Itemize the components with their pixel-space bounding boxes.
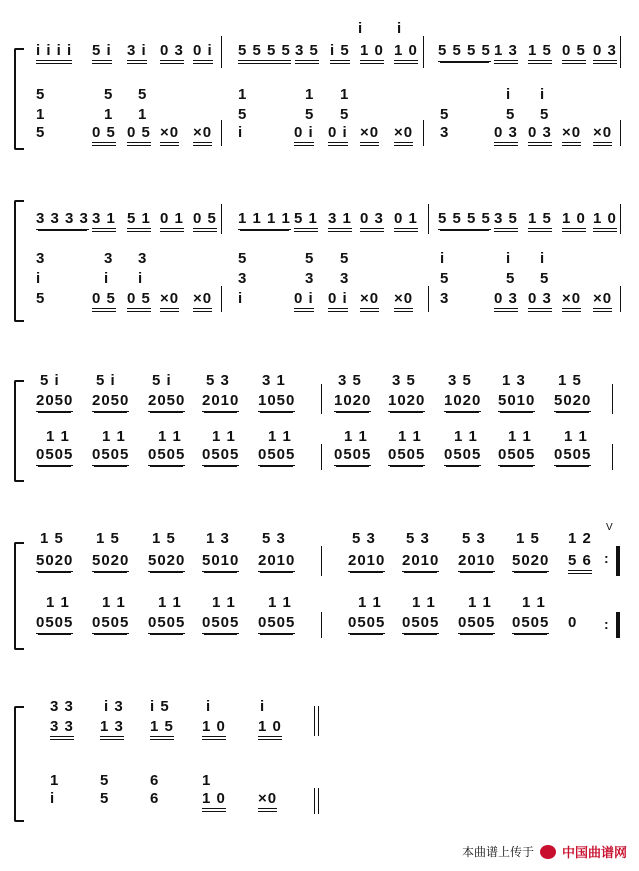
note-group: 0 <box>568 614 578 631</box>
note: 1 <box>50 772 60 789</box>
note-group: 5010 <box>202 552 239 572</box>
note: 5 <box>238 106 248 123</box>
barline <box>620 286 621 312</box>
note-group: i 5 <box>150 698 170 715</box>
barline <box>321 444 322 470</box>
note: i <box>540 86 546 103</box>
barline <box>428 204 429 234</box>
note-group: ×0 <box>160 290 179 312</box>
note-group: 5010 <box>498 392 535 412</box>
bass-line-row <box>0 614 639 636</box>
note-group: 0 i <box>328 124 348 146</box>
note-group: ×0 <box>394 124 413 146</box>
note-group: 1 0 <box>562 210 586 232</box>
note: 5 <box>506 270 516 287</box>
bass-line-row <box>0 124 639 146</box>
uploaded-text: 本曲谱上传于 <box>461 845 534 859</box>
note-group: 5020 <box>148 552 185 572</box>
note: 3 <box>104 250 114 267</box>
note: 5 <box>540 270 550 287</box>
note-group: 0505 <box>498 446 535 466</box>
note-group: 1 0 <box>202 718 226 740</box>
note-group: 1 0 <box>258 718 282 740</box>
note-group: 5 5 5 5 <box>238 42 291 64</box>
mid-line-row <box>0 594 639 616</box>
barline <box>321 384 322 414</box>
note: 3 <box>138 250 148 267</box>
note-group: 1 0 <box>360 42 384 64</box>
note-group: 0 5 <box>127 124 151 146</box>
note-group: 6 <box>150 790 160 807</box>
note-group: 1 1 1 1 <box>238 210 291 230</box>
note-group: ×0 <box>258 790 277 812</box>
note-group: 5 i <box>96 372 116 389</box>
note: 1 <box>340 86 350 103</box>
barline <box>321 612 322 638</box>
note-group: ×0 <box>360 124 379 146</box>
note-group: 0505 <box>148 614 185 634</box>
note-group: 0505 <box>148 446 185 466</box>
top-line-row <box>0 552 639 574</box>
note-group: 0 i <box>294 124 314 146</box>
note-group: 3 1 <box>262 372 286 389</box>
note: 3 <box>305 270 315 287</box>
note-group: 0505 <box>334 446 371 466</box>
note-group: 2050 <box>36 392 73 412</box>
note-group: 0 3 <box>494 124 518 146</box>
bass-line-row <box>0 790 639 812</box>
note-group: i <box>260 698 266 715</box>
melody-row <box>0 530 639 552</box>
note: i <box>540 250 546 267</box>
note-group: ×0 <box>593 290 612 312</box>
note-upper: i <box>397 20 403 37</box>
note-group: 1 5 <box>528 42 552 64</box>
note: 5 <box>238 250 248 267</box>
score-system-1 <box>0 20 639 140</box>
breath-mark: V <box>606 522 613 533</box>
note: 5 <box>138 86 148 103</box>
note-group: 5 1 <box>127 210 151 232</box>
top-line-row <box>0 42 639 64</box>
note-upper: i <box>358 20 364 37</box>
score-system-2 <box>0 190 639 320</box>
note-group: 1 5 <box>40 530 64 547</box>
note-group: 5 3 <box>262 530 286 547</box>
note-group: 0 3 <box>360 210 384 232</box>
note: 5 <box>506 106 516 123</box>
end-repeat-barline <box>616 612 620 638</box>
mid-line-row-1 <box>0 86 639 108</box>
note-group: 2010 <box>202 392 239 412</box>
note-group: i i i i <box>36 42 72 64</box>
note-group: 5 3 <box>462 530 486 547</box>
repeat-dots: : <box>604 616 609 632</box>
note-group: 0 3 <box>593 42 617 64</box>
note-group: 1 3 <box>502 372 526 389</box>
note-group: 1 1 <box>522 594 546 611</box>
note-group: 1 2 <box>568 530 592 547</box>
note: 1 <box>305 86 315 103</box>
note: 5 <box>340 250 350 267</box>
barline <box>221 36 222 68</box>
footer-attribution <box>462 842 627 861</box>
note-group: 5 <box>100 790 110 807</box>
note-group: 2050 <box>92 392 129 412</box>
note-group: 0 5 <box>562 42 586 64</box>
barline <box>612 384 613 414</box>
barline <box>221 204 222 234</box>
note: 5 <box>440 270 450 287</box>
note-group: 3 1 <box>328 210 352 232</box>
note-group: 1 3 <box>100 718 124 740</box>
double-barline <box>314 706 319 736</box>
note-group: 1 5 <box>152 530 176 547</box>
note-group: 3 i <box>127 42 147 64</box>
note-group: 1020 <box>388 392 425 412</box>
note-group: 0 3 <box>528 290 552 312</box>
note-group: 3 3 3 3 <box>36 210 89 230</box>
note-group: 1 0 <box>394 42 418 64</box>
note-group: 1 1 <box>158 428 182 445</box>
site-name[interactable]: 中国曲谱网 <box>561 845 627 860</box>
note-group: 3 5 <box>494 210 518 232</box>
note-group: 0 3 <box>160 42 184 64</box>
note: 3 <box>340 270 350 287</box>
note-group: 0 3 <box>528 124 552 146</box>
note-group: 5020 <box>36 552 73 572</box>
note-group: 0505 <box>554 446 591 466</box>
note: 1 <box>238 86 248 103</box>
note-group: 3 5 <box>338 372 362 389</box>
note-group: 0505 <box>202 614 239 634</box>
note-group: 1 5 <box>96 530 120 547</box>
note-group: 5020 <box>92 552 129 572</box>
note-group: 3 5 <box>392 372 416 389</box>
note-group: 5 i <box>40 372 60 389</box>
mid-line-row-2 <box>0 270 639 292</box>
note-group: 0505 <box>36 614 73 634</box>
top-line-row <box>0 210 639 232</box>
site-logo-icon <box>540 845 556 859</box>
note: 5 <box>340 106 350 123</box>
note-group: 5 5 5 5 <box>438 210 491 230</box>
note-group: 1 1 <box>212 594 236 611</box>
score-system-5 <box>0 692 639 822</box>
barline <box>620 120 621 146</box>
note: i <box>138 270 144 287</box>
barline <box>620 36 621 68</box>
note-group: 1 0 <box>593 210 617 232</box>
bass-line-row <box>0 446 639 468</box>
note-group: 1 1 <box>158 594 182 611</box>
note-group: 0505 <box>444 446 481 466</box>
note-group: 3 3 <box>50 698 74 715</box>
note: 6 <box>150 772 160 789</box>
note-group: 1 1 <box>358 594 382 611</box>
note: i <box>104 270 110 287</box>
note-group: 0505 <box>202 446 239 466</box>
note-group: ×0 <box>394 290 413 312</box>
repeat-dots: : <box>604 550 609 566</box>
note-group: 5 6 <box>568 552 592 574</box>
melody-row <box>0 372 639 394</box>
note-group: 5 1 <box>294 210 318 232</box>
note-group: i <box>238 290 244 307</box>
note-group: 0 i <box>193 42 213 64</box>
note-group: 0 i <box>294 290 314 312</box>
note-group: 5 <box>36 290 46 307</box>
note-group: ×0 <box>160 124 179 146</box>
note-group: 3 <box>440 124 450 141</box>
note-group: 0505 <box>92 614 129 634</box>
note: 1 <box>36 106 46 123</box>
barline <box>428 286 429 312</box>
note-group: 1 3 <box>494 42 518 64</box>
note-group: ×0 <box>193 124 212 146</box>
note-group: 0505 <box>92 446 129 466</box>
note: 5 <box>100 772 110 789</box>
score-system-4 <box>0 522 639 648</box>
barline <box>321 546 322 576</box>
note: i <box>506 86 512 103</box>
note-group: 0505 <box>388 446 425 466</box>
upper-notes-row <box>0 20 639 42</box>
note-group: 0505 <box>258 614 295 634</box>
note-group: 0 i <box>328 290 348 312</box>
note-group: 0505 <box>458 614 495 634</box>
note: 3 <box>36 250 46 267</box>
note-group: 1 1 <box>102 594 126 611</box>
note-group: i 3 <box>104 698 124 715</box>
note-group: 1020 <box>444 392 481 412</box>
note-group: 1 5 <box>516 530 540 547</box>
note-group: 1050 <box>258 392 295 412</box>
note-group: 1 1 <box>46 594 70 611</box>
note-group: 1 1 <box>268 594 292 611</box>
note: 5 <box>305 250 315 267</box>
note-group: 1 1 <box>454 428 478 445</box>
note-group: ×0 <box>562 124 581 146</box>
end-repeat-barline <box>616 546 620 576</box>
note-group: ×0 <box>593 124 612 146</box>
note-group: ×0 <box>193 290 212 312</box>
note-group: 0505 <box>512 614 549 634</box>
note-group: 3 5 <box>295 42 319 64</box>
note-group: i <box>238 124 244 141</box>
note-group: 0 5 <box>92 124 116 146</box>
note-group: 3 1 <box>92 210 116 232</box>
note-group: 0 1 <box>160 210 184 232</box>
double-barline <box>314 788 319 814</box>
note-group: 1 0 <box>202 790 226 812</box>
note-group: 0505 <box>348 614 385 634</box>
note-group: 3 5 <box>448 372 472 389</box>
barline <box>221 286 222 312</box>
bass-line-row <box>0 290 639 312</box>
note-group: 2050 <box>148 392 185 412</box>
note-group: 2010 <box>258 552 295 572</box>
note: 1 <box>138 106 148 123</box>
note: i <box>506 250 512 267</box>
note-group: 5020 <box>554 392 591 412</box>
top-line-row <box>0 392 639 414</box>
note-group: 1020 <box>334 392 371 412</box>
note-group: 5 i <box>152 372 172 389</box>
note-group: 1 1 <box>268 428 292 445</box>
note-group: 0 5 <box>127 290 151 312</box>
note-group: 1 5 <box>528 210 552 232</box>
barline <box>423 120 424 146</box>
note: 1 <box>202 772 212 789</box>
note-group: 1 1 <box>102 428 126 445</box>
note-group: ×0 <box>562 290 581 312</box>
note-group: 0505 <box>36 446 73 466</box>
note: 5 <box>36 86 46 103</box>
note: 5 <box>440 106 450 123</box>
note-group: 2010 <box>402 552 439 572</box>
barline <box>221 120 222 146</box>
note-group: 3 <box>440 290 450 307</box>
note-group: 2010 <box>458 552 495 572</box>
note: 1 <box>104 106 114 123</box>
note-group: 0505 <box>402 614 439 634</box>
note-group: 0505 <box>258 446 295 466</box>
note-group: 1 1 <box>398 428 422 445</box>
note-group: 5 3 <box>406 530 430 547</box>
note-group: i <box>50 790 56 807</box>
note-group: 0 5 <box>92 290 116 312</box>
note-group: 3 3 <box>50 718 74 740</box>
upper-line-row <box>0 698 639 720</box>
mid-line-row-1 <box>0 250 639 272</box>
note-group: 1 1 <box>508 428 532 445</box>
note: 3 <box>238 270 248 287</box>
note-group: 1 1 <box>344 428 368 445</box>
note-group: 0 5 <box>193 210 217 232</box>
note-group: 1 1 <box>564 428 588 445</box>
note: i <box>36 270 42 287</box>
note-group: 5 <box>36 124 46 141</box>
note-group: 2010 <box>348 552 385 572</box>
barline <box>612 444 613 470</box>
note-group: 1 5 <box>150 718 174 740</box>
note-group: 5 3 <box>206 372 230 389</box>
note-group: 1 1 <box>212 428 236 445</box>
score-system-3 <box>0 370 639 480</box>
note-group: 1 3 <box>206 530 230 547</box>
note-group: 1 1 <box>412 594 436 611</box>
note-group: 0 3 <box>494 290 518 312</box>
note-group: 5 5 5 5 <box>438 42 491 62</box>
note: i <box>440 250 446 267</box>
note-group: 1 1 <box>46 428 70 445</box>
note-group: 5 3 <box>352 530 376 547</box>
note-group: ×0 <box>360 290 379 312</box>
note: 5 <box>305 106 315 123</box>
note-group: 0 1 <box>394 210 418 232</box>
note: 5 <box>104 86 114 103</box>
top-line-row <box>0 718 639 740</box>
note-group: 5 i <box>92 42 112 64</box>
barline <box>620 204 621 234</box>
note-group: 1 1 <box>468 594 492 611</box>
note-group: i 5 <box>330 42 350 64</box>
note-group: i <box>206 698 212 715</box>
note-group: 5020 <box>512 552 549 572</box>
barline <box>423 36 424 68</box>
note: 5 <box>540 106 550 123</box>
note-group: 1 5 <box>558 372 582 389</box>
